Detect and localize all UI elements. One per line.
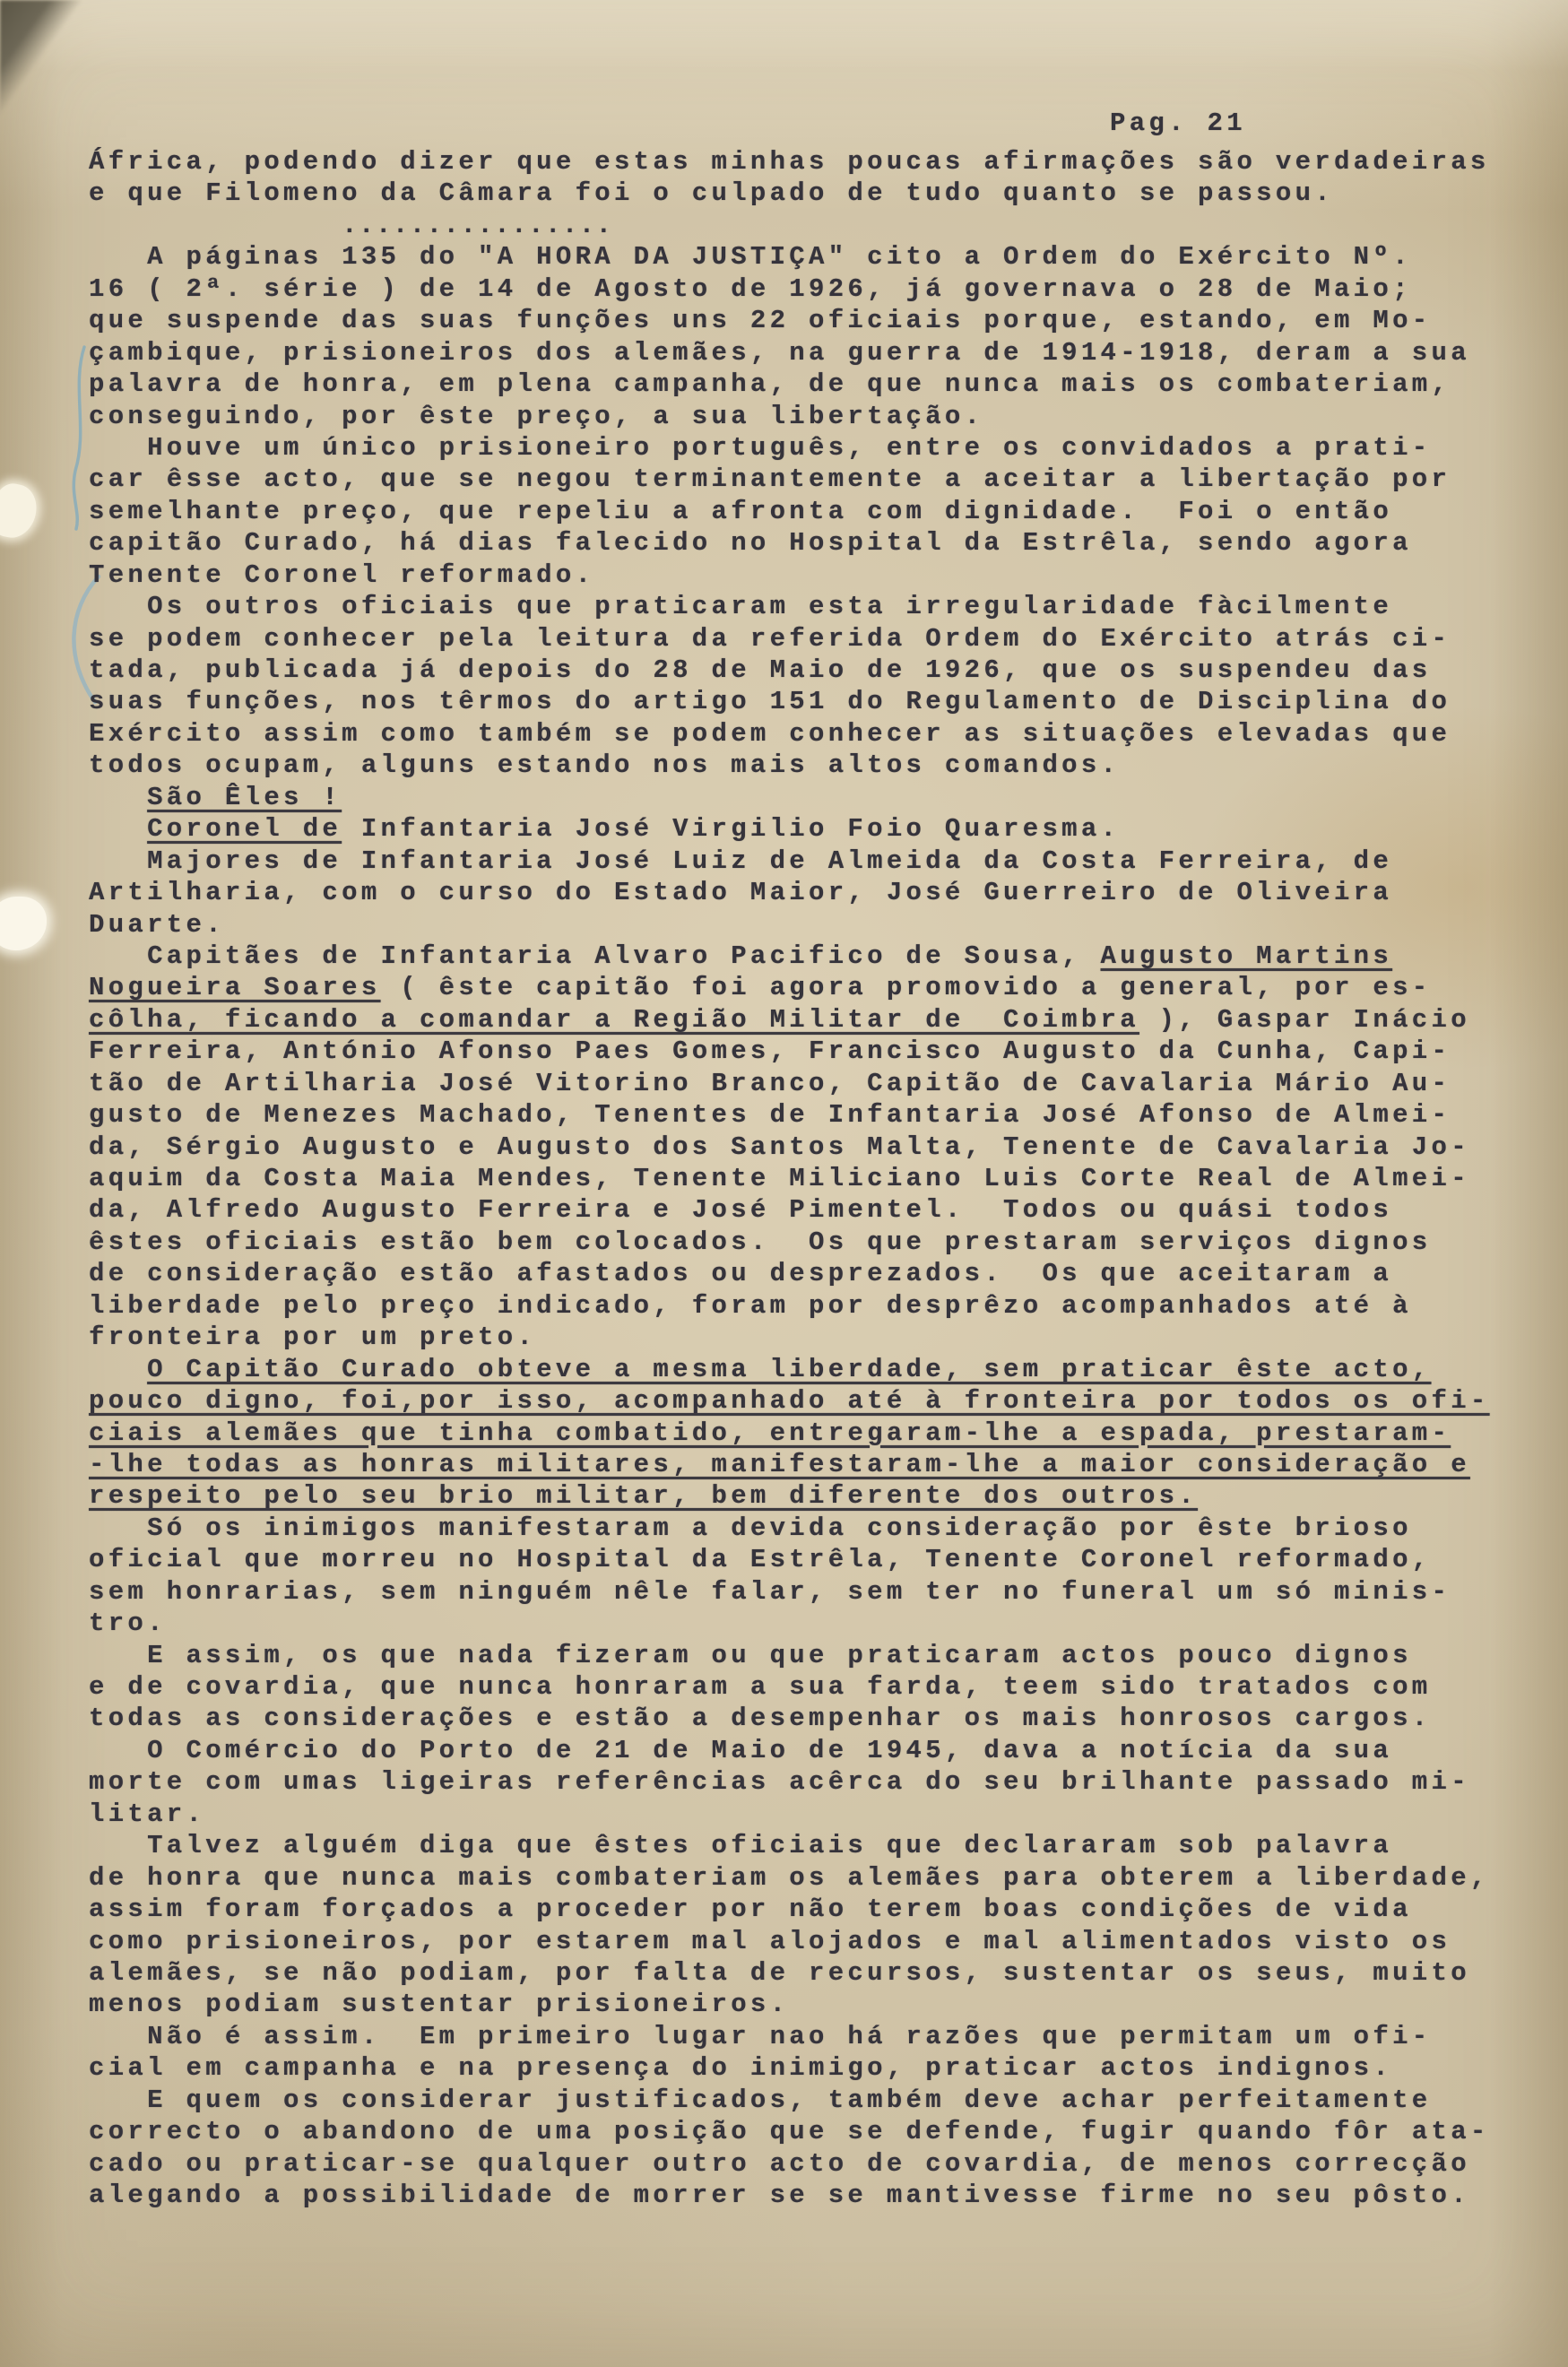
text-segment: aquim da Costa Maia Mendes, Tenente Miliciano Luis Corte Real de Almei- [89,1164,1470,1193]
typewritten-line [89,401,1523,432]
text-segment: ), Gaspar Inácio [1139,1004,1470,1035]
typewritten-line [89,273,1523,305]
text-segment: 16 ( 2ª. série ) de 14 de Agosto de 1926, já governava o 28 de Maio; [89,273,1412,304]
typewritten-line [89,210,1523,241]
typewritten-line [89,718,1523,750]
text-segment: todas as considerações e estão a desempenhar os mais honrosos cargos. [89,1704,1432,1734]
underlined-text-segment: Coronel de [147,814,342,845]
typewritten-line [89,750,1523,781]
text-segment: da, Alfredo Augusto Ferreira e José Pimentel. Todos ou quási todos [89,1195,1393,1226]
underlined-text-segment: São Êles ! [147,782,342,812]
typewritten-line [89,1830,1523,1861]
text-segment: Talvez alguém diga que êstes oficiais que declararam sob palavra [89,1831,1393,1861]
text-segment: gusto de Menezes Machado, Tenentes de Infantaria José Afonso de Almei- [89,1100,1451,1131]
text-segment [89,211,342,240]
typewritten-line [89,2052,1523,2084]
typewritten-line [89,1862,1523,1894]
underlined-text-segment: ciais alemães que tinha combatido, entregaram-lhe a espada, prestaram- [89,1418,1451,1448]
text-segment: Majores de Infantaria José Luiz de Almeida da Costa Ferreira, de [89,845,1393,876]
typewritten-line [89,527,1523,559]
typewritten-line [89,972,1523,1003]
text-segment: capitão Curado, há dias falecido no Hospital da Estrêla, sendo agora [89,528,1412,559]
typewritten-text-body [89,146,1523,2211]
typewritten-line [89,1290,1523,1322]
typewritten-line [89,1926,1523,1957]
text-segment: ................ [342,210,613,240]
text-segment: morte com umas ligeiras referências acêrca do seu brilhante passado mi- [89,1767,1470,1798]
text-segment: suas funções, nos têrmos do artigo 151 do Regulamento de Disciplina do [89,687,1451,717]
typewritten-line [89,2180,1523,2211]
text-segment: cial em campanha e na presença do inimigo, praticar actos indignos. [89,2053,1393,2084]
text-segment: fronteira por um preto. [89,1322,537,1353]
text-segment: de consideração estão afastados ou desprezados. Os que aceitaram a [89,1259,1393,1289]
typewritten-line [89,1513,1523,1544]
text-segment: assim foram forçados a proceder por não terem boas condições de vida [89,1894,1412,1925]
text-segment: cado ou praticar-se qualquer outro acto de covardia, de menos correcção [89,2148,1470,2179]
typewritten-line [89,623,1523,655]
typewritten-line [89,1640,1523,1671]
text-segment: Não é assim. Em primeiro lugar nao há razões que permitam um ofi- [89,2021,1432,2051]
typewritten-line [89,1004,1523,1036]
text-segment: todos ocupam, alguns estando nos mais altos comandos. [89,750,1121,781]
text-segment: Infantaria José Virgilio Foio Quaresma. [342,814,1121,845]
typewritten-line [89,686,1523,717]
text-segment [89,1355,147,1384]
typewritten-line [89,1957,1523,1989]
typewritten-line [89,845,1523,877]
underlined-text-segment: Augusto Martins [1100,941,1393,971]
text-segment: liberdade pelo preço indicado, foram por desprêzo acompanhados até à [89,1290,1412,1321]
paper-damage-spot [0,897,47,950]
text-segment: Capitães de Infantaria Alvaro Pacifico de Sousa, [89,941,1101,971]
text-segment: ( êste capitão foi agora promovido a general, por es- [380,973,1432,1003]
typewritten-line [89,1703,1523,1734]
paper-damage-spot [0,481,41,542]
text-segment: O Comércio do Porto de 21 de Maio de 1945, dava a notícia da sua [89,1735,1393,1765]
text-segment: correcto o abandono de uma posição que se defende, fugir quando fôr ata- [89,2117,1490,2147]
text-segment: se podem conhecer pela leitura da referida Ordem do Exército atrás ci- [89,623,1451,654]
underlined-text-segment: pouco digno, foi,por isso, acompanhado até à fronteira por todos os ofi- [89,1386,1490,1417]
text-segment: êstes oficiais estão bem colocados. Os que prestaram serviços dignos [89,1227,1432,1257]
typewritten-line [89,146,1523,178]
text-segment: tão de Artilharia José Vitorino Branco, Capitão de Cavalaria Mário Au- [89,1068,1451,1098]
typewritten-line [89,1766,1523,1798]
text-segment: e que Filomeno da Câmara foi o culpado de tudo quanto se passou. [89,178,1334,209]
text-segment: Exército assim como também se podem conhecer as situações elevadas que [89,718,1451,749]
text-segment: Artilharia, com o curso do Estado Maior, José Guerreiro de Oliveira [89,878,1393,908]
typewritten-line [89,496,1523,527]
typewritten-line [89,1163,1523,1194]
text-segment: sem honrarias, sem ninguém nêle falar, sem ter no funeral um só minis- [89,1576,1451,1607]
text-segment: tada, publicada já depois do 28 de Maio de 1926, que os suspendeu das [89,655,1432,685]
typewritten-line [89,2021,1523,2052]
typewritten-line [89,241,1523,273]
text-segment: A páginas 135 do "A HORA DA JUSTIÇA" cito a Ordem do Exército Nº. [89,242,1412,273]
typewritten-line [89,1131,1523,1163]
typewritten-line [89,782,1523,813]
underlined-text-segment: O Capitão Curado obteve a mesma liberdade, sem praticar êste acto, [147,1354,1432,1384]
text-segment: tro. [89,1608,167,1639]
text-segment: E assim, os que nada fizeram ou que praticaram actos pouco dignos [89,1640,1412,1670]
typewritten-line [89,1544,1523,1575]
text-segment: e de covardia, que nunca honraram a sua farda, teem sido tratados com [89,1672,1432,1702]
text-segment: car êsse acto, que se negou terminantemente a aceitar a libertação por [89,464,1451,495]
text-segment: palavra de honra, em plena campanha, de que nunca mais os combateriam, [89,369,1451,400]
typewritten-line [89,909,1523,941]
page-number: Pag. 21 [1110,108,1246,138]
text-segment: alegando a possibilidade de morrer se se mantivesse firme no seu pôsto. [89,2181,1470,2210]
typewritten-line [89,1227,1523,1258]
typewritten-line [89,1671,1523,1703]
text-segment: conseguindo, por êste preço, a sua libertação. [89,401,984,431]
text-segment: Só os inimigos manifestaram a devida consideração por êste brioso [89,1513,1412,1543]
typewritten-line [89,1449,1523,1480]
typewritten-line [89,1735,1523,1766]
typewritten-line [89,305,1523,336]
typewritten-line [89,1418,1523,1449]
text-segment: alemães, se não podiam, por falta de recursos, sustentar os seus, muito [89,1957,1470,1988]
underlined-text-segment: côlha, ficando a comandar a Região Militar de Coimbra [89,1004,1139,1035]
text-segment: Os outros oficiais que praticaram esta irregularidade fàcilmente [89,592,1393,622]
typewritten-line [89,1354,1523,1385]
typewritten-line [89,1989,1523,2020]
typewritten-line [89,1480,1523,1512]
text-segment: semelhante preço, que repeliu a afronta com dignidade. Foi o então [89,496,1393,526]
underlined-text-segment: Nogueira Soares [89,973,381,1003]
typewritten-line [89,941,1523,972]
typewritten-line [89,559,1523,591]
typewritten-line [89,1799,1523,1830]
underlined-text-segment: respeito pelo seu brio militar, bem diferente dos outros. [89,1481,1199,1512]
typewritten-line [89,1036,1523,1067]
typewritten-line [89,813,1523,845]
pencil-squiggle-top [74,347,84,529]
text-segment [89,814,147,844]
text-segment [89,783,147,812]
typewritten-line [89,178,1523,209]
text-segment: E quem os considerar justificados, também deve achar perfeitamente [89,2085,1432,2115]
typewritten-line [89,1322,1523,1353]
typewritten-line [89,591,1523,622]
typewritten-line [89,337,1523,368]
text-segment: çambique, prisioneiros dos alemães, na guerra de 1914-1918, deram a sua [89,337,1470,368]
typewritten-line [89,1194,1523,1226]
typewritten-line [89,1068,1523,1099]
typewritten-line [89,877,1523,908]
text-segment: litar. [89,1799,206,1829]
text-segment: Houve um único prisioneiro português, entre os convidados a prati- [89,432,1432,463]
text-segment: de honra que nunca mais combateriam os alemães para obterem a liberdade, [89,1862,1490,1893]
typewritten-line [89,1385,1523,1417]
typewritten-line [89,1099,1523,1131]
typewritten-line [89,2116,1523,2147]
typewritten-line [89,368,1523,400]
text-segment: que suspende das suas funções uns 22 oficiais porque, estando, em Mo- [89,306,1432,336]
typewritten-line [89,1894,1523,1925]
text-segment: como prisioneiros, por estarem mal alojados e mal alimentados visto os [89,1926,1451,1956]
underlined-text-segment: -lhe todas as honras militares, manifestaram-lhe a maior consideração e [89,1449,1470,1479]
typewritten-line [89,655,1523,686]
text-segment: Ferreira, António Afonso Paes Gomes, Francisco Augusto da Cunha, Capi- [89,1036,1451,1067]
typewritten-line [89,1576,1523,1608]
typewritten-line [89,464,1523,495]
text-segment: da, Sérgio Augusto e Augusto dos Santos Malta, Tenente de Cavalaria Jo- [89,1131,1470,1162]
typewritten-line [89,2085,1523,2116]
typewritten-line [89,432,1523,464]
page-corner-shadow [0,0,82,115]
text-segment: menos podiam sustentar prisioneiros. [89,1990,790,2020]
typewritten-line [89,1258,1523,1289]
typewritten-line [89,1608,1523,1639]
text-segment: África, podendo dizer que estas minhas poucas afirmações são verdadeiras [89,147,1490,177]
typewritten-line [89,2148,1523,2180]
text-segment: Duarte. [89,909,225,940]
text-segment: oficial que morreu no Hospital da Estrêla, Tenente Coronel reformado, [89,1545,1432,1575]
text-segment: Tenente Coronel reformado. [89,559,595,590]
